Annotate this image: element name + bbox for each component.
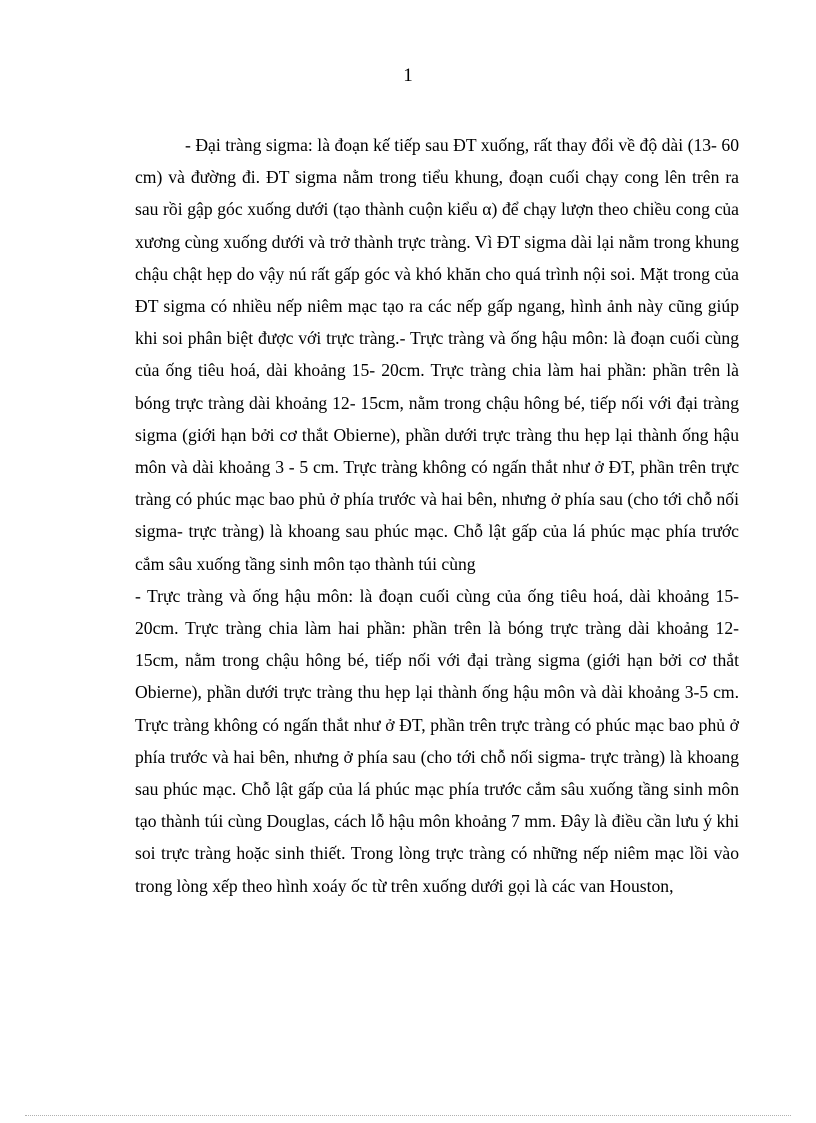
- body-text: [135, 129, 739, 902]
- page-bottom-divider: [25, 1115, 791, 1116]
- page-number: 1: [403, 65, 413, 86]
- paragraph-sigmoid-colon: - Đại tràng sigma: là đoạn kế tiếp sau ĐT xuống, rất thay đổi về độ dài (13- 60 cm) và đường đi. ĐT sigma nằm trong tiểu khung, đoạn cuối chạy cong lên trên ra sau rồi gập góc xuống dưới (tạo thành cuộn kiểu α) để chạy lượn theo chiều cong của xương cùng xuống dưới và trở thành trực tràng. Vì ĐT sigma dài lại nằm trong khung chậu chật hẹp do vậy nú rất gấp góc và khó khăn cho quá trình nội soi. Mặt trong của ĐT sigma có nhiều nếp niêm mạc tạo ra các nếp gấp ngang, hình ảnh này cũng giúp khi soi phân biệt được với trực tràng.- Trực tràng và ống hậu môn: là đoạn cuối cùng của ống tiêu hoá, dài khoảng 15- 20cm. Trực tràng chia làm hai phần: phần trên là bóng trực tràng dài khoảng 12- 15cm, nằm trong chậu hông bé, tiếp nối với đại tràng sigma (giới hạn bởi cơ thắt Obierne), phần dưới trực tràng thu hẹp lại thành ống hậu môn và dài khoảng 3 - 5 cm. Trực tràng không có ngấn thắt như ở ĐT, phần trên trực tràng có phúc mạc bao phủ ở phía trước và hai bên, nhưng ở phía sau (cho tới chỗ nối sigma- trực tràng) là khoang sau phúc mạc. Chỗ lật gấp của lá phúc mạc phía trước cắm sâu xuống tầng sinh môn tạo thành túi cùng: [135, 135, 739, 574]
- paragraph-rectum-anal-canal: - Trực tràng và ống hậu môn: là đoạn cuối cùng của ống tiêu hoá, dài khoảng 15- 20cm. Trực tràng chia làm hai phần: phần trên là bóng trực tràng dài khoảng 12- 15cm, nằm trong chậu hông bé, tiếp nối với đại tràng sigma (giới hạn bởi cơ thắt Obierne), phần dưới trực tràng thu hẹp lại thành ống hậu môn và dài khoảng 3-5 cm. Trực tràng không có ngấn thắt như ở ĐT, phần trên trực tràng có phúc mạc bao phủ ở phía trước và hai bên, nhưng ở phía sau (cho tới chỗ nối sigma- trực tràng) là khoang sau phúc mạc. Chỗ lật gấp của lá phúc mạc phía trước cắm sâu xuống tầng sinh môn tạo thành túi cùng Douglas, cách lỗ hậu môn khoảng 7 mm. Đây là điều cần lưu ý khi soi trực tràng hoặc sinh thiết. Trong lòng trực tràng có những nếp niêm mạc lồi vào trong lòng xếp theo hình xoáy ốc từ trên xuống dưới gọi là các van Houston,: [135, 585, 739, 896]
